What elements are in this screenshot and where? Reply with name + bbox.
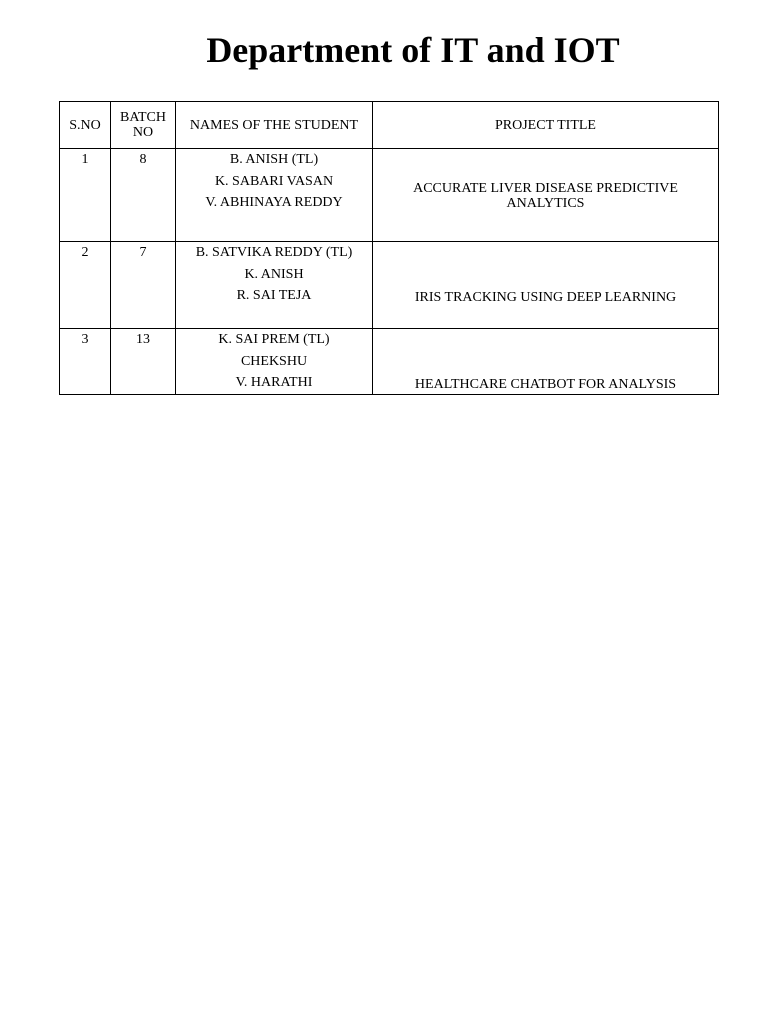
header-batch-line2: NO: [132, 125, 154, 140]
row-batch-no: 8: [111, 149, 176, 242]
project-table: [59, 101, 719, 395]
student-name: V. HARATHI: [235, 375, 313, 390]
project-title-line: HEALTHCARE CHATBOT FOR ANALYSIS: [414, 377, 677, 392]
student-name: B. ANISH (TL): [229, 152, 319, 167]
project-title-line: IRIS TRACKING USING DEEP LEARNING: [414, 290, 677, 305]
row-sno: 1: [60, 149, 111, 242]
header-batch-no: [111, 102, 176, 149]
row-student-names: [176, 242, 373, 329]
header-batch-line1: BATCH: [120, 110, 166, 125]
project-title-line: ANALYTICS: [506, 196, 585, 211]
table-row: [60, 329, 719, 395]
row-sno: 3: [60, 329, 111, 395]
row-student-names: [176, 329, 373, 395]
row-student-names: [176, 149, 373, 242]
student-name: K. SABARI VASAN: [214, 173, 334, 189]
table-row: [60, 242, 719, 329]
student-name: K. ANISH: [244, 266, 304, 282]
project-title-line: ACCURATE LIVER DISEASE PREDICTIVE: [413, 181, 678, 196]
row-project-title: [373, 242, 719, 329]
page-title: Department of IT and IOT: [206, 30, 620, 70]
row-sno: 2: [60, 242, 111, 329]
row-batch-no: 7: [111, 242, 176, 329]
header-student-names: NAMES OF THE STUDENT: [176, 102, 373, 149]
table-header-row: [60, 102, 719, 149]
student-name: B. SATVIKA REDDY (TL): [195, 245, 353, 260]
row-batch-no: 13: [111, 329, 176, 395]
header-sno: S.NO: [60, 102, 111, 149]
student-name: V. ABHINAYA REDDY: [205, 195, 343, 210]
header-project-title: PROJECT TITLE: [373, 102, 719, 149]
table-row: [60, 149, 719, 242]
student-name: R. SAI TEJA: [236, 288, 312, 303]
row-project-title: [373, 329, 719, 395]
row-project-title: [373, 149, 719, 242]
student-name: K. SAI PREM (TL): [218, 332, 330, 347]
student-name: CHEKSHU: [240, 353, 308, 369]
project-title-text: [373, 181, 718, 211]
